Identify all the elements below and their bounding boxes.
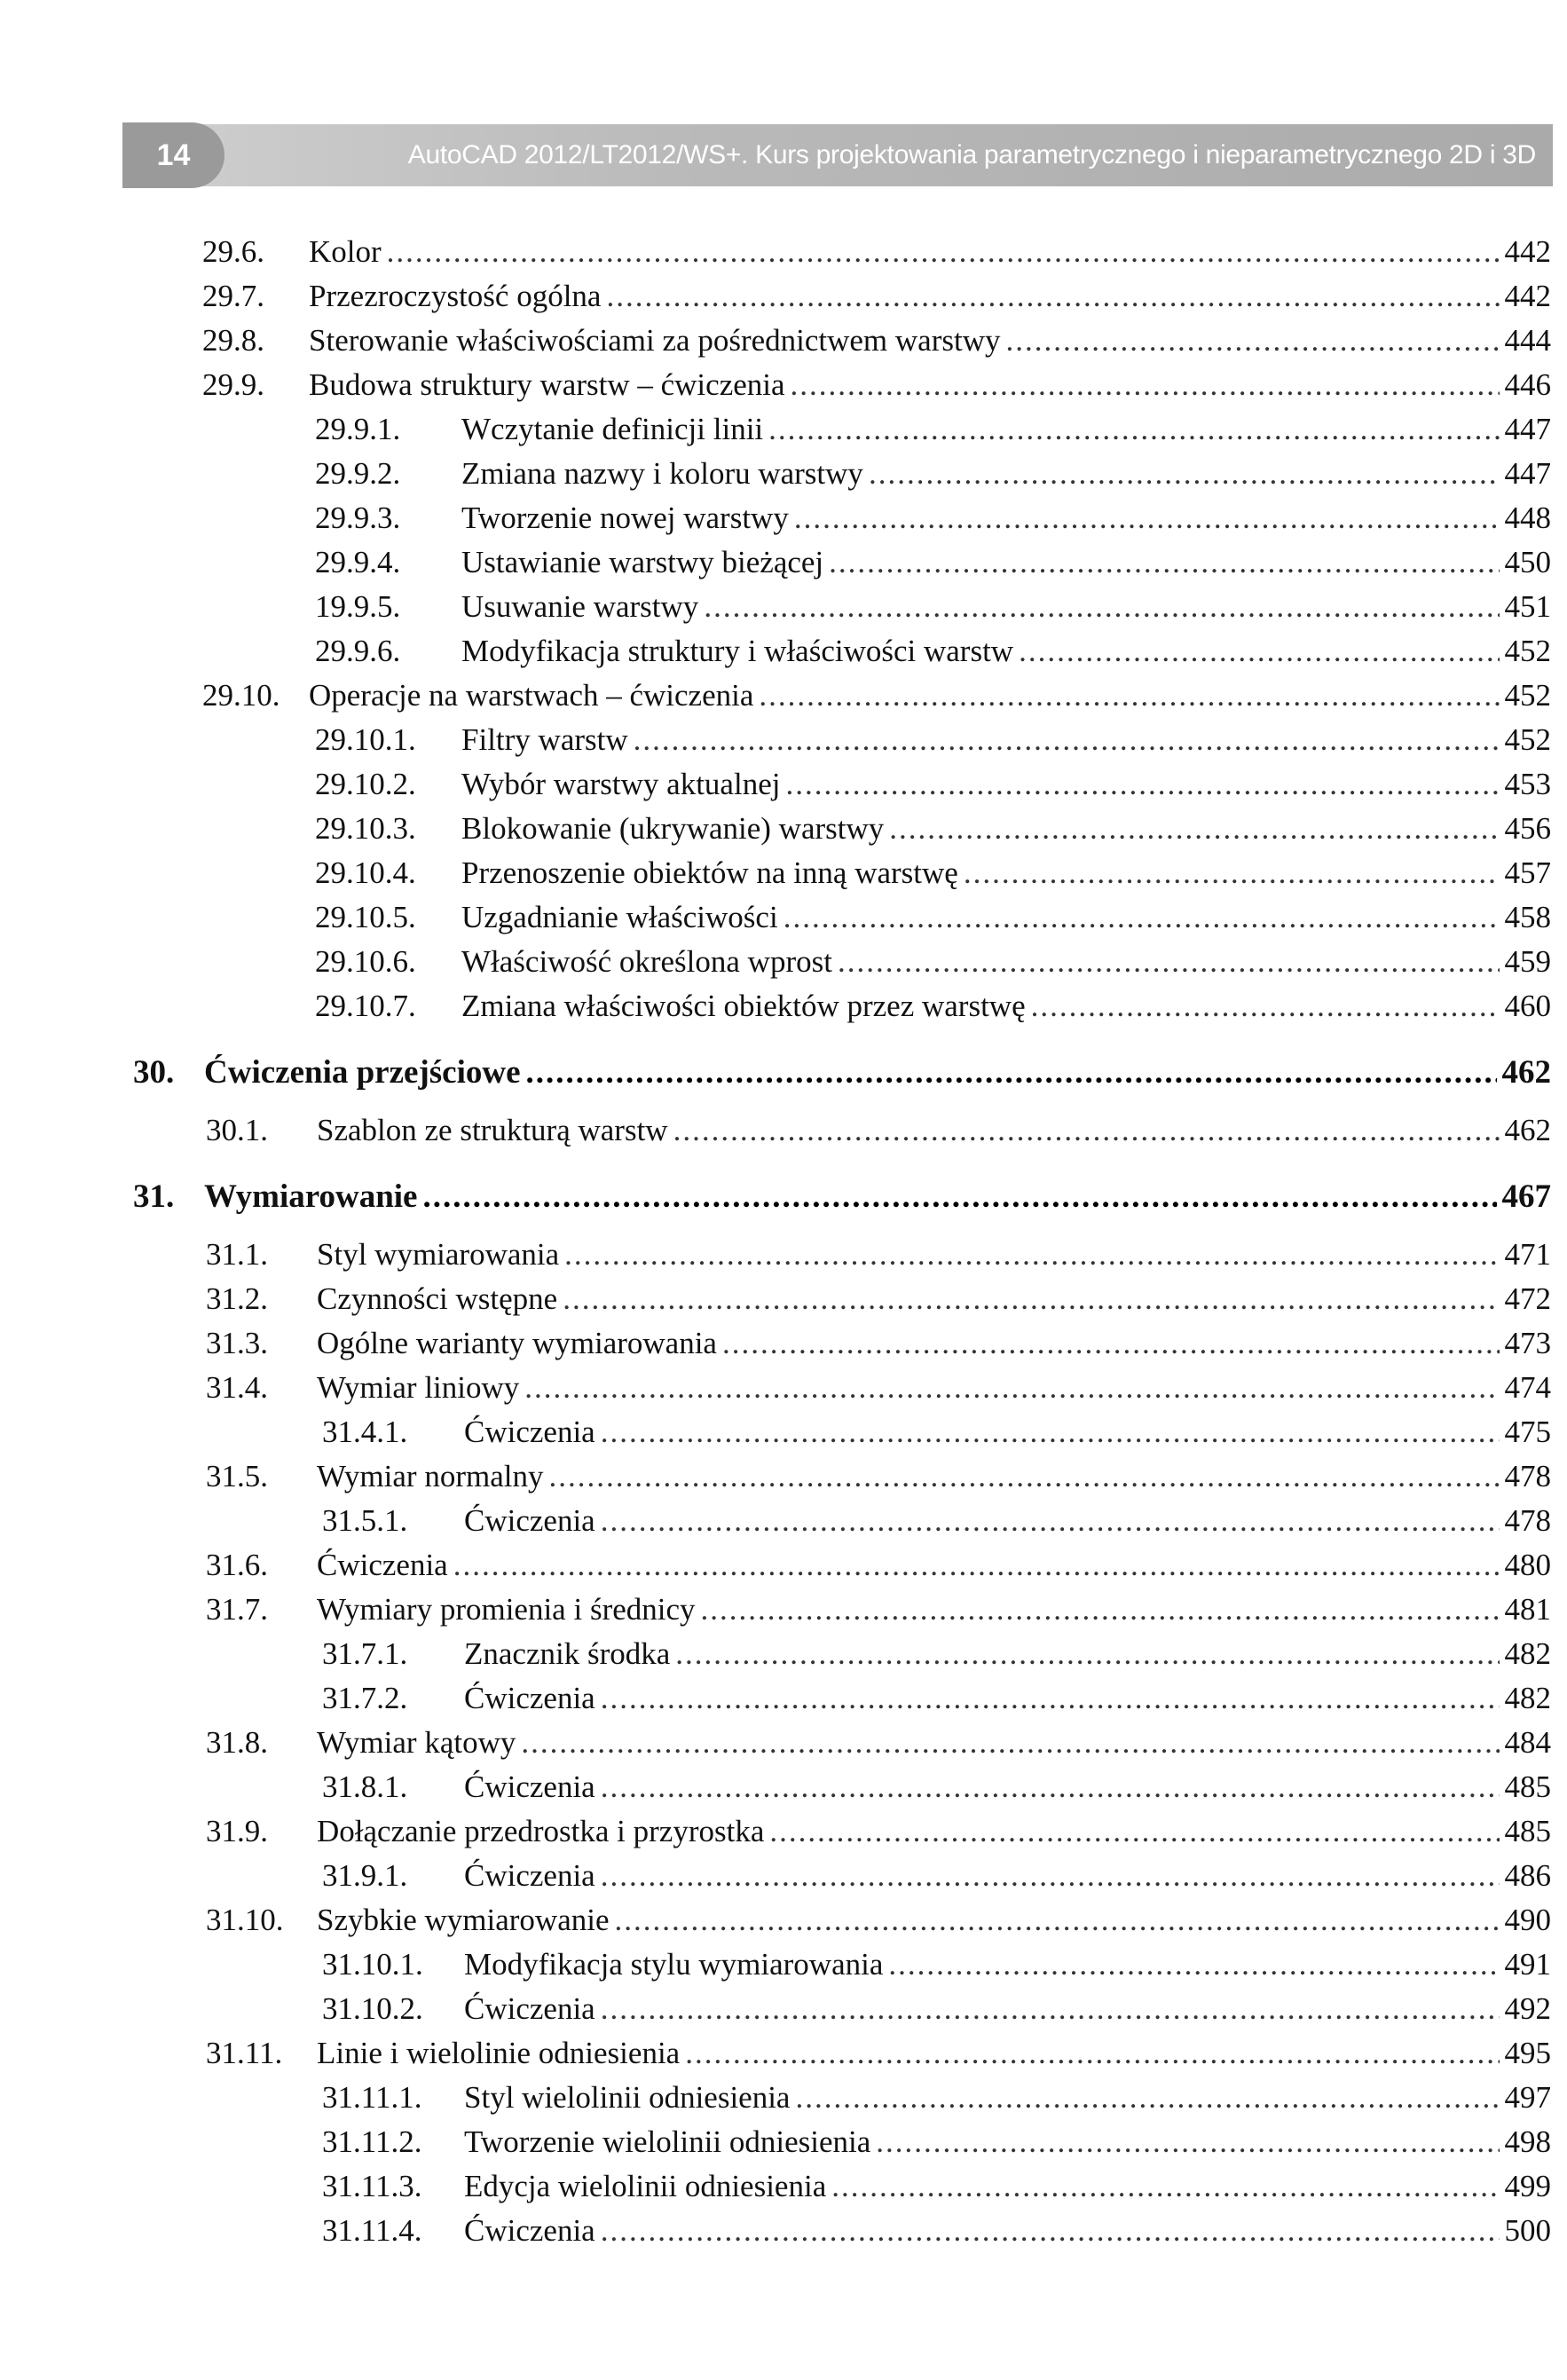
toc-page: 467 <box>1501 1178 1551 1215</box>
dot-leader <box>794 497 1500 540</box>
toc-title: Styl wielolinii odniesienia <box>464 2080 791 2115</box>
toc-title: Ćwiczenia <box>464 1681 595 1715</box>
dot-leader <box>563 1278 1499 1320</box>
toc-title: Modyfikacja stylu wymiarowania <box>464 1947 884 1982</box>
toc-title: Zmiana właściwości obiektów przez warstwę <box>461 989 1026 1023</box>
toc-page: 500 <box>1504 2213 1551 2248</box>
dot-leader <box>722 1322 1500 1365</box>
toc-entry[interactable] <box>206 1233 1551 1276</box>
toc-page: 471 <box>1504 1237 1551 1272</box>
toc-number: 31.8.1. <box>322 1769 408 1804</box>
toc-entry[interactable] <box>206 2032 1551 2075</box>
toc-number: 29.9.1. <box>315 412 401 446</box>
dot-leader <box>685 2032 1499 2075</box>
toc-title: Przenoszenie obiektów na inną warstwę <box>461 855 958 890</box>
toc-title: Właściwość określona wprost <box>461 944 832 979</box>
toc-number: 31.7. <box>206 1592 268 1627</box>
dot-leader <box>869 453 1500 495</box>
toc-entry[interactable] <box>206 1322 1551 1365</box>
dot-leader <box>838 941 1500 983</box>
toc-entry[interactable] <box>322 1855 1551 1897</box>
toc-entry[interactable] <box>322 2210 1551 2252</box>
toc-number: 31.11. <box>206 2036 283 2070</box>
toc-page: 495 <box>1504 2036 1551 2070</box>
toc-entry[interactable] <box>202 231 1551 273</box>
toc-title: Szablon ze strukturą warstw <box>317 1113 668 1147</box>
toc-page: 482 <box>1504 1681 1551 1715</box>
toc-number: 31.11.4. <box>322 2213 422 2248</box>
toc-number: 29.9.4. <box>315 545 401 579</box>
toc-number: 29.10.1. <box>315 722 416 757</box>
toc-number: 31.1. <box>206 1237 268 1272</box>
toc-number: 31.10. <box>206 1903 284 1937</box>
dot-leader <box>1031 985 1500 1028</box>
toc-entry[interactable] <box>315 586 1551 628</box>
toc-number: 29.10.5. <box>315 900 416 934</box>
toc-page: 478 <box>1504 1459 1551 1493</box>
dot-leader <box>564 1233 1499 1276</box>
toc-page: 442 <box>1504 234 1551 269</box>
dot-leader <box>889 808 1499 850</box>
toc-number: 31.9. <box>206 1814 268 1848</box>
toc-number: 30. <box>133 1054 175 1091</box>
toc-number: 31.2. <box>206 1281 268 1316</box>
toc-title: Znacznik środka <box>464 1636 671 1671</box>
toc-number: 31.11.3. <box>322 2169 422 2203</box>
toc-page: 485 <box>1504 1769 1551 1804</box>
toc-entry[interactable] <box>202 674 1551 717</box>
toc-entry[interactable] <box>315 896 1551 939</box>
toc-title: Ćwiczenia <box>464 1991 595 2026</box>
toc-entry[interactable] <box>315 808 1551 850</box>
toc-title: Linie i wielolinie odniesienia <box>317 2036 681 2070</box>
toc-title: Czynności wstępne <box>317 1281 558 1316</box>
dot-leader <box>795 2077 1499 2119</box>
toc-page: 499 <box>1504 2169 1551 2203</box>
toc-number: 31.8. <box>206 1725 268 1760</box>
toc-entry[interactable] <box>322 2077 1551 2119</box>
toc-entry[interactable] <box>206 1544 1551 1587</box>
toc-entry[interactable] <box>315 852 1551 894</box>
toc-number: 29.9.2. <box>315 456 401 491</box>
dot-leader <box>1006 319 1500 362</box>
dot-leader <box>784 896 1500 939</box>
dot-leader <box>785 763 1499 806</box>
toc-title: Ćwiczenia <box>464 2213 595 2248</box>
dot-leader <box>831 2165 1499 2208</box>
dot-leader <box>606 275 1499 318</box>
toc-entry[interactable] <box>322 2121 1551 2163</box>
toc-number: 19.9.5. <box>315 589 401 624</box>
toc-number: 29.10. <box>202 678 280 713</box>
toc-number: 31.3. <box>206 1326 268 1360</box>
toc-page: 462 <box>1501 1054 1551 1091</box>
toc-page: 447 <box>1504 412 1551 446</box>
dot-leader <box>387 231 1500 273</box>
dot-leader <box>759 674 1499 717</box>
toc-page: 484 <box>1504 1725 1551 1760</box>
toc-number: 30.1. <box>206 1113 268 1147</box>
toc-page: 472 <box>1504 1281 1551 1316</box>
toc-number: 31.9.1. <box>322 1858 408 1893</box>
toc-number: 31.7.2. <box>322 1681 408 1715</box>
toc-title: Ćwiczenia <box>464 1769 595 1804</box>
toc-title: Wymiary promienia i średnicy <box>317 1592 696 1627</box>
toc-page: 452 <box>1504 678 1551 713</box>
toc-page: 452 <box>1504 722 1551 757</box>
toc-page: 481 <box>1504 1592 1551 1627</box>
toc-title: Ćwiczenia przejściowe <box>204 1054 521 1091</box>
page-number: 14 <box>122 122 224 188</box>
toc-page: 497 <box>1504 2080 1551 2115</box>
dot-leader <box>829 541 1499 584</box>
toc-number: 29.9. <box>202 367 264 402</box>
dot-leader <box>521 1722 1499 1764</box>
toc-entry[interactable] <box>322 1411 1551 1454</box>
toc-entry[interactable] <box>202 275 1551 318</box>
dot-leader <box>673 1109 1500 1152</box>
toc-number: 31.11.2. <box>322 2124 422 2159</box>
toc-number: 31.10.1. <box>322 1947 423 1982</box>
toc-number: 31.10.2. <box>322 1991 423 2026</box>
dot-leader <box>422 1176 1496 1218</box>
dot-leader <box>548 1455 1499 1498</box>
toc-title: Ogólne warianty wymiarowania <box>317 1326 717 1360</box>
toc-number: 29.10.3. <box>315 811 416 846</box>
toc-entry[interactable] <box>322 1766 1551 1809</box>
toc-number: 29.9.3. <box>315 500 401 535</box>
toc-page: 444 <box>1504 323 1551 358</box>
toc-page: 452 <box>1504 634 1551 668</box>
dot-leader <box>964 852 1500 894</box>
toc-entry[interactable] <box>322 1943 1551 1986</box>
toc-entry[interactable] <box>315 453 1551 495</box>
toc-number: 31.6. <box>206 1548 268 1582</box>
toc-page: 491 <box>1504 1947 1551 1982</box>
toc-entry[interactable] <box>315 985 1551 1028</box>
toc-entry[interactable] <box>322 2165 1551 2208</box>
toc-entry[interactable] <box>322 1677 1551 1720</box>
toc-page: 459 <box>1504 944 1551 979</box>
toc-title: Ustawianie warstwy bieżącej <box>461 545 824 579</box>
toc-page: 475 <box>1504 1415 1551 1449</box>
toc-number: 29.10.7. <box>315 989 416 1023</box>
dot-leader <box>1019 630 1499 673</box>
toc-page: 442 <box>1504 279 1551 313</box>
toc-entry[interactable] <box>206 1109 1551 1152</box>
dot-leader <box>791 364 1500 406</box>
toc-entry[interactable] <box>322 1988 1551 2030</box>
dot-leader <box>601 1855 1500 1897</box>
toc-page: 458 <box>1504 900 1551 934</box>
toc-entry[interactable] <box>322 1500 1551 1542</box>
toc-page: 448 <box>1504 500 1551 535</box>
toc-title: Edycja wielolinii odniesienia <box>464 2169 827 2203</box>
toc-entry[interactable] <box>206 1899 1551 1942</box>
toc-title: Sterowanie właściwościami za pośrednictwem warstwy <box>309 323 1001 358</box>
toc-entry[interactable] <box>315 497 1551 540</box>
toc-entry[interactable] <box>206 1588 1551 1631</box>
toc-title: Wymiar liniowy <box>317 1370 520 1405</box>
dot-leader <box>769 1810 1499 1853</box>
toc-title: Ćwiczenia <box>317 1548 448 1582</box>
dot-leader <box>601 1677 1500 1720</box>
toc-page: 446 <box>1504 367 1551 402</box>
toc-page: 473 <box>1504 1326 1551 1360</box>
dot-leader <box>524 1367 1499 1409</box>
toc-title: Wymiar normalny <box>317 1459 544 1493</box>
toc-entry[interactable] <box>315 630 1551 673</box>
toc-title: Wymiar kątowy <box>317 1725 516 1760</box>
toc-page: 447 <box>1504 456 1551 491</box>
toc-page: 482 <box>1504 1636 1551 1671</box>
dot-leader <box>876 2121 1499 2163</box>
toc-number: 29.10.6. <box>315 944 416 979</box>
toc-title: Tworzenie nowej warstwy <box>461 500 789 535</box>
toc-number: 31.4. <box>206 1370 268 1405</box>
toc-entry[interactable] <box>202 319 1551 362</box>
dot-leader <box>701 1588 1500 1631</box>
toc-title: Ćwiczenia <box>464 1415 595 1449</box>
toc-title: Wczytanie definicji linii <box>461 412 764 446</box>
toc-page: 486 <box>1504 1858 1551 1893</box>
toc-number: 31.4.1. <box>322 1415 408 1449</box>
toc-page: 451 <box>1504 589 1551 624</box>
toc-page: 453 <box>1504 767 1551 801</box>
toc-page: 492 <box>1504 1991 1551 2026</box>
toc-title: Filtry warstw <box>461 722 628 757</box>
dot-leader <box>768 408 1499 451</box>
toc-page: 456 <box>1504 811 1551 846</box>
toc-entry[interactable] <box>315 541 1551 584</box>
toc-title: Kolor <box>309 234 382 269</box>
toc-entry[interactable] <box>206 1367 1551 1409</box>
toc-entry[interactable] <box>322 1633 1551 1675</box>
toc-number: 31.11.1. <box>322 2080 422 2115</box>
toc-entry[interactable] <box>206 1722 1551 1764</box>
toc-entry[interactable] <box>315 763 1551 806</box>
toc-page: 485 <box>1504 1814 1551 1848</box>
dot-leader <box>634 719 1500 761</box>
toc-title: Zmiana nazwy i koloru warstwy <box>461 456 863 491</box>
running-title: AutoCAD 2012/LT2012/WS+. Kurs projektowania parametrycznego i nieparametrycznego 2D i 3D <box>407 140 1536 169</box>
toc-number: 31.5.1. <box>322 1503 408 1538</box>
toc-page: 490 <box>1504 1903 1551 1937</box>
toc-chapter[interactable] <box>133 1052 1551 1094</box>
dot-leader <box>601 1988 1500 2030</box>
toc-entry[interactable] <box>315 719 1551 761</box>
toc-number: 31. <box>133 1178 175 1215</box>
toc-entry[interactable] <box>206 1455 1551 1498</box>
toc-page: 460 <box>1504 989 1551 1023</box>
dot-leader <box>888 1943 1499 1986</box>
toc-number: 29.9.6. <box>315 634 401 668</box>
toc-number: 31.5. <box>206 1459 268 1493</box>
toc-title: Operacje na warstwach – ćwiczenia <box>309 678 754 713</box>
toc-title: Dołączanie przedrostka i przyrostka <box>317 1814 765 1848</box>
toc-entry[interactable] <box>206 1278 1551 1320</box>
dot-leader <box>601 1500 1500 1542</box>
toc-title: Szybkie wymiarowanie <box>317 1903 610 1937</box>
toc-title: Blokowanie (ukrywanie) warstwy <box>461 811 885 846</box>
dot-leader <box>601 1411 1500 1454</box>
toc-entry[interactable] <box>315 408 1551 451</box>
toc-title: Modyfikacja struktury i właściwości warstw <box>461 634 1014 668</box>
dot-leader <box>704 586 1499 628</box>
toc-page: 450 <box>1504 545 1551 579</box>
toc-entry[interactable] <box>202 364 1551 406</box>
dot-leader <box>526 1052 1497 1094</box>
toc-page: 478 <box>1504 1503 1551 1538</box>
dot-leader <box>675 1633 1499 1675</box>
toc-page: 480 <box>1504 1548 1551 1582</box>
toc-title: Wymiarowanie <box>204 1178 418 1215</box>
dot-leader <box>601 2210 1500 2252</box>
toc-title: Wybór warstwy aktualnej <box>461 767 781 801</box>
toc-number: 31.7.1. <box>322 1636 408 1671</box>
toc-title: Usuwanie warstwy <box>461 589 699 624</box>
dot-leader <box>453 1544 1500 1587</box>
toc-chapter[interactable] <box>133 1176 1551 1218</box>
toc-title: Styl wymiarowania <box>317 1237 560 1272</box>
toc-number: 29.6. <box>202 234 264 269</box>
dot-leader <box>601 1766 1500 1809</box>
toc-title: Budowa struktury warstw – ćwiczenia <box>309 367 785 402</box>
toc-page: 498 <box>1504 2124 1551 2159</box>
toc-entry[interactable] <box>206 1810 1551 1853</box>
toc-number: 29.10.2. <box>315 767 416 801</box>
toc-page: 457 <box>1504 855 1551 890</box>
toc-page: 462 <box>1504 1113 1551 1147</box>
toc-page: 474 <box>1504 1370 1551 1405</box>
toc-title: Tworzenie wielolinii odniesienia <box>464 2124 871 2159</box>
toc-title: Ćwiczenia <box>464 1858 595 1893</box>
toc-title: Uzgadnianie właściwości <box>461 900 778 934</box>
dot-leader <box>615 1899 1500 1942</box>
toc-number: 29.10.4. <box>315 855 416 890</box>
toc-title: Ćwiczenia <box>464 1503 595 1538</box>
toc-entry[interactable] <box>315 941 1551 983</box>
toc-number: 29.7. <box>202 279 264 313</box>
toc-title: Przezroczystość ogólna <box>309 279 602 313</box>
toc-number: 29.8. <box>202 323 264 358</box>
